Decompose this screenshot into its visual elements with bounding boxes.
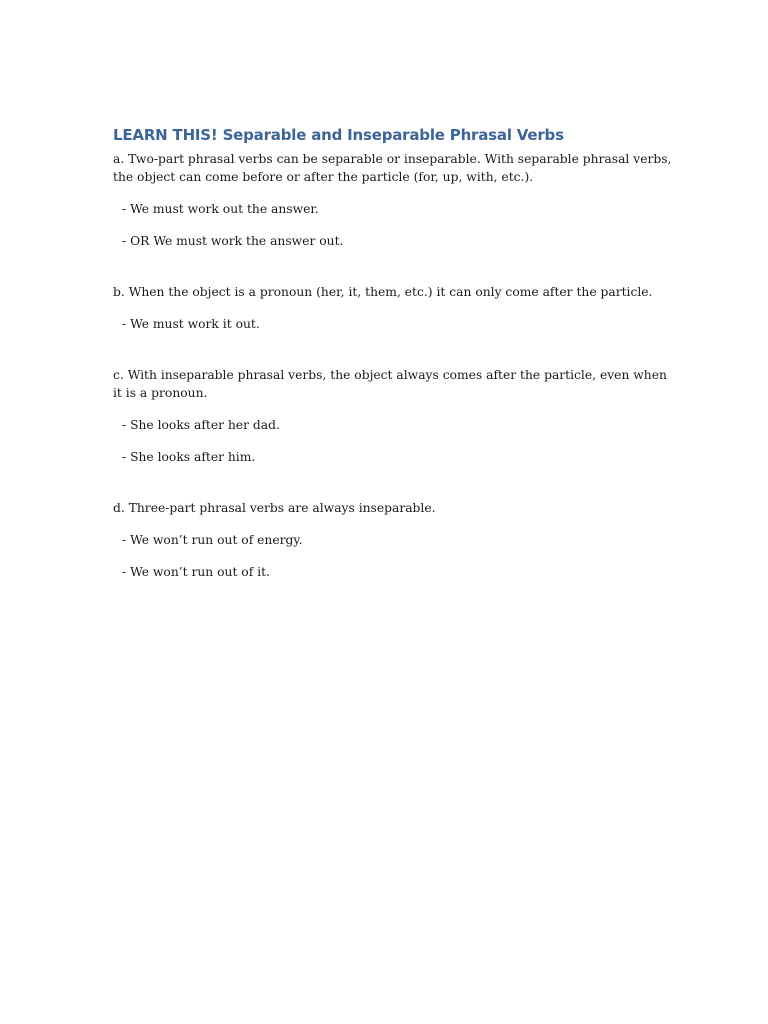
section-c-example-1: - She looks after her dad. [122,418,280,432]
section-b-example-1: - We must work it out. [122,317,260,331]
document-page [113,124,673,581]
section-a-example-1: - We must work out the answer. [122,202,319,216]
section-b-text: b. When the object is a pronoun (her, it, them, etc.) it can only come after the particle. [113,285,653,299]
section-c-example-2: - She looks after him. [122,450,256,464]
section-a-example-2: - OR We must work the answer out. [122,234,344,248]
section-c-text: c. With inseparable phrasal verbs, the object always comes after the particle, even when it is a pronoun. [113,368,667,400]
section-d-example-2: - We won’t run out of it. [122,565,270,579]
section-d-example-1: - We won’t run out of energy. [122,533,303,547]
section-a-text: a. Two-part phrasal verbs can be separable or inseparable. With separable phrasal verbs, the object can come before or after the particle (for, up, with, etc.). [113,152,672,184]
section-b [113,283,673,333]
section-a [113,150,673,250]
section-d-text: d. Three-part phrasal verbs are always inseparable. [113,501,436,515]
section-d [113,499,673,581]
document-title: LEARN THIS! Separable and Inseparable Phrasal Verbs [113,126,564,144]
section-c [113,366,673,466]
